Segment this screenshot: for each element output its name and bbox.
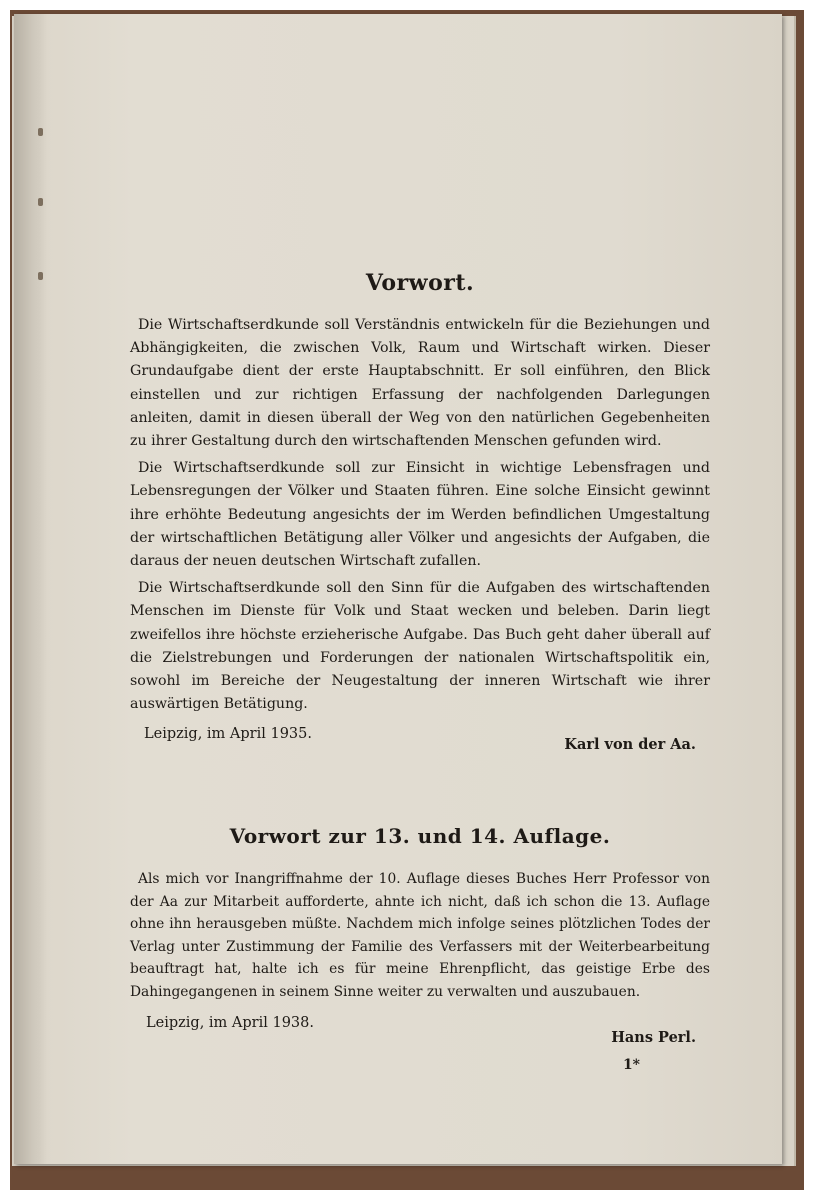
preface-paragraph: Die Wirtschaftserdkunde soll Verständnis entwickeln für die Beziehungen und Abhängigkeiten, die zwischen Volk, Raum und Wirtschaft wirken. Dieser Grundaufgabe dient der erste Hauptabschnitt. Er soll einführen, den Blick einstellen und zur richtigen Erfassung der nachfolgenden Darlegungen anleiten, damit in diesen überall der Weg von den natürlichen Gegebenheiten zu ihrer Gestaltung durch den wirtschaftenden Menschen gefunden wird.	[130, 317, 710, 450]
edition-preface-title: Vorwort zur 13. und 14. Auflage.	[229, 824, 611, 849]
preface-signer: Karl von der Aa.	[564, 736, 696, 754]
page-binding-shadow	[14, 14, 48, 1164]
preface-signature-row	[130, 726, 710, 766]
edition-preface-place-date: Leipzig, im April 1938.	[146, 1015, 314, 1032]
binding-stitch	[38, 272, 43, 280]
preface-place-date: Leipzig, im April 1935.	[144, 726, 312, 743]
binding-stitch	[38, 198, 43, 206]
edition-preface-signer: Hans Perl.	[611, 1029, 696, 1047]
preface-paragraph: Die Wirtschaftserdkunde soll zur Einsicht in wichtige Lebensfragen und Lebensregungen der Völker und Staaten führen. Eine solche Einsicht gewinnt ihre erhöhte Bedeutung angesichts der im Werden befindlichen Umgestaltung der wirtschaftlichen Betätigung aller Völker und angesichts der Aufgaben, die daraus der neuen deutschen Wirtschaft zufallen.	[130, 460, 710, 570]
binding-stitch	[38, 128, 43, 136]
edition-preface-section	[130, 824, 710, 1075]
page-content	[130, 270, 710, 1075]
preface-section	[130, 270, 710, 766]
preface-title: Vorwort.	[365, 270, 475, 296]
edition-preface-paragraph: Als mich vor Inangriffnahme der 10. Auflage dieses Buches Herr Professor von der Aa zur Mitarbeit aufforderte, ahnte ich nicht, daß ich schon die 13. Auflage ohne ihn herausgeben müßte. Nachdem mich infolge seines plötzlichen Todes der Verlag unter Zustimmung der Familie des Verfassers mit der Weiterbearbeitung beauftragt hat, halte ich es für meine Ehrenpflicht, das geistige Erbe des Dahingegangenen in seinem Sinne weiter zu verwalten und auszubauen.	[130, 871, 710, 1000]
page-signature-mark: 1*	[622, 1057, 640, 1074]
preface-paragraph: Die Wirtschaftserdkunde soll den Sinn für die Aufgaben des wirtschaftenden Menschen im Dienste für Volk und Staat wecken und beleben. Darin liegt zweifellos ihre höchste erzieherische Aufgabe. Das Buch geht daher überall auf die Zielstrebungen und Forderungen der nationalen Wirtschaftspolitik ein, sowohl im Bereiche der Neugestaltung der inneren Wirtschaft wie ihrer auswärtigen Betätigung.	[130, 580, 710, 713]
edition-preface-signature-row	[130, 1015, 710, 1075]
